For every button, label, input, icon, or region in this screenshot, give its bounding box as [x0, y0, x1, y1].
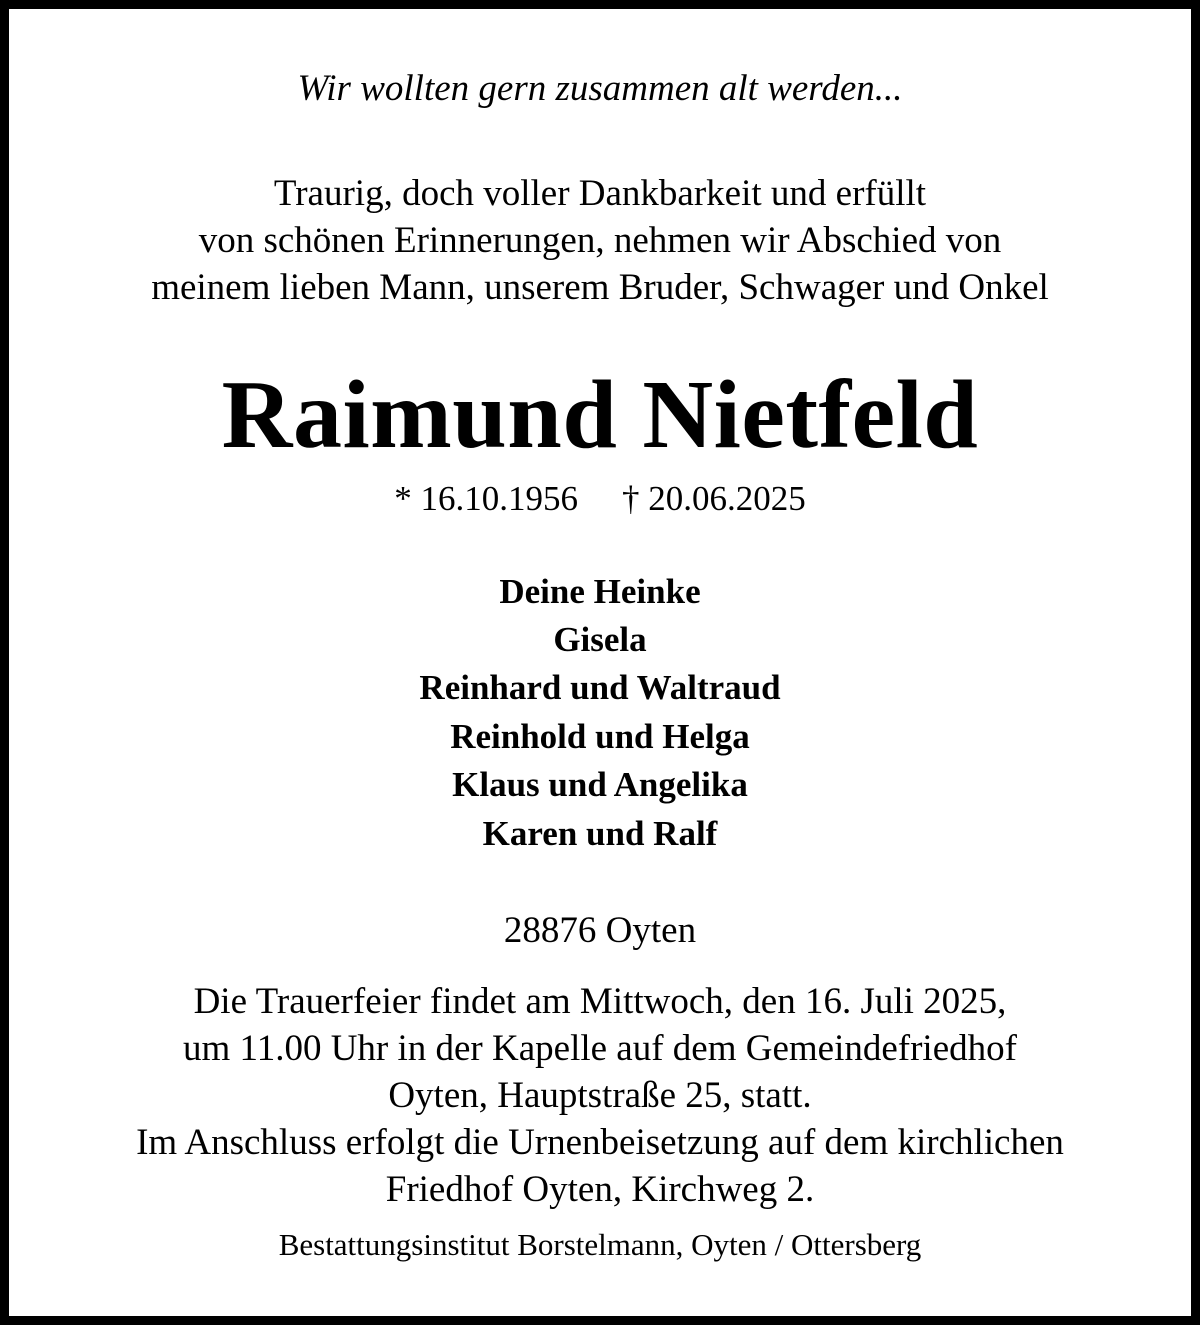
mourner: Reinhold und Helga	[450, 717, 750, 756]
ceremony-line: Die Trauerfeier findet am Mittwoch, den 16. Juli 2025,	[193, 981, 1007, 1022]
mourner: Gisela	[553, 620, 647, 659]
intro-line: von schönen Erinnerungen, nehmen wir Abschied von	[198, 220, 1002, 261]
ceremony-line: um 11.00 Uhr in der Kapelle auf dem Gemeindefriedhof	[183, 1028, 1017, 1069]
birth-date: * 16.10.1956	[394, 479, 578, 518]
intro-line: meinem lieben Mann, unserem Bruder, Schwager und Onkel	[151, 267, 1049, 308]
life-dates	[9, 481, 1191, 516]
intro-line: Traurig, doch voller Dankbarkeit und erfüllt	[273, 173, 927, 214]
ceremony-line: Im Anschluss erfolgt die Urnenbeisetzung auf dem kirchlichen	[136, 1122, 1064, 1163]
ceremony-line: Oyten, Hauptstraße 25, statt.	[388, 1075, 812, 1116]
death-date: † 20.06.2025	[622, 479, 806, 518]
deceased-name: Raimund Nietfeld	[221, 361, 979, 469]
place: 28876 Oyten	[503, 910, 697, 951]
mourner: Klaus und Angelika	[452, 765, 748, 804]
undertaker: Bestattungsinstitut Borstelmann, Oyten / Ottersberg	[278, 1227, 922, 1262]
ceremony-line: Friedhof Oyten, Kirchweg 2.	[385, 1169, 815, 1210]
motto: Wir wollten gern zusammen alt werden...	[297, 68, 903, 109]
mourner: Reinhard und Waltraud	[419, 668, 781, 707]
mourner: Karen und Ralf	[482, 814, 718, 853]
mourner: Deine Heinke	[499, 572, 701, 611]
